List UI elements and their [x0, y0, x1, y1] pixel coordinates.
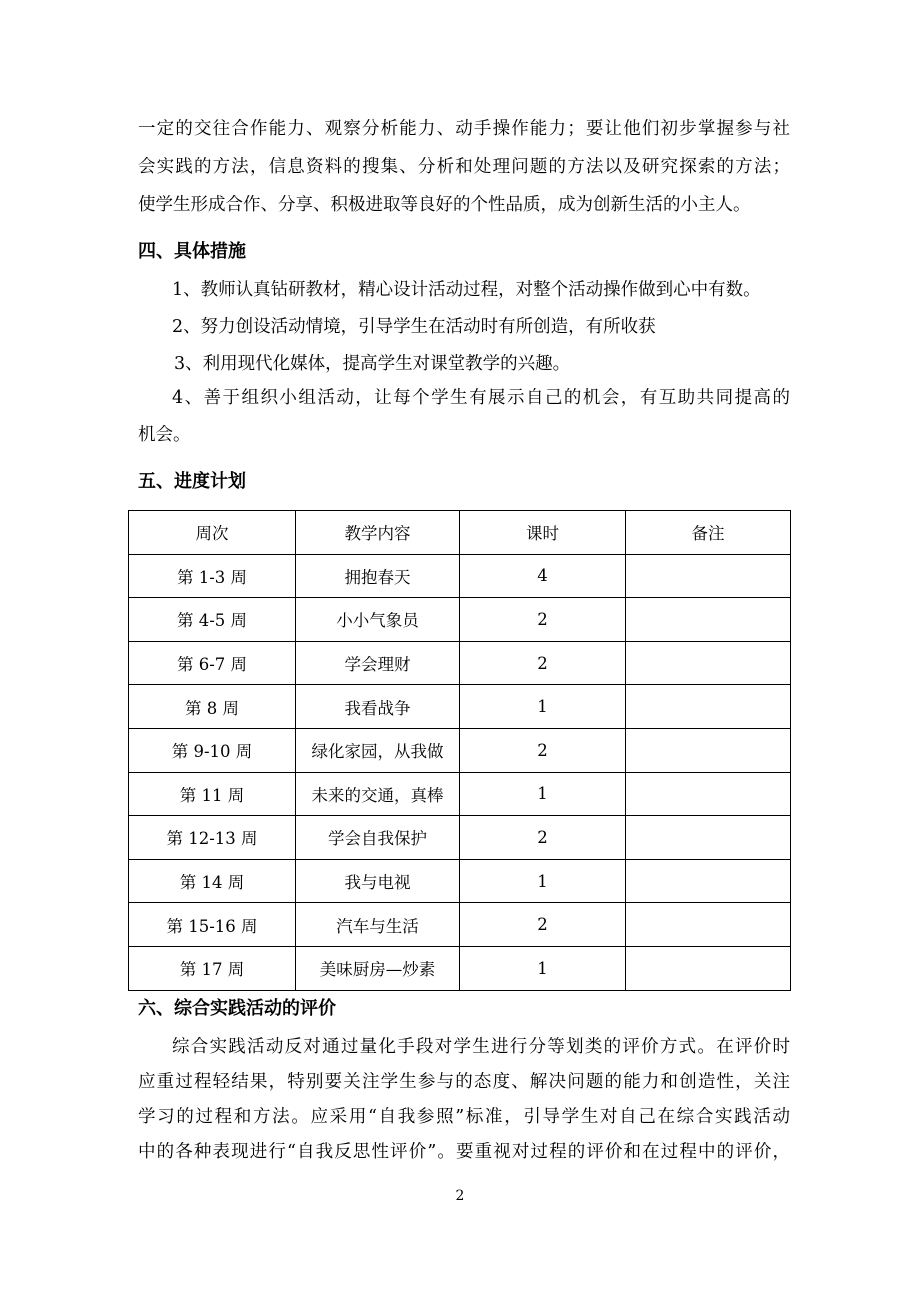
cell-week: 第 9-10 周: [129, 728, 296, 772]
intro-line-1: 一定的交往合作能力、观察分析能力、动手操作能力；要让他们初步掌握参与社: [138, 119, 790, 139]
header-content: 教学内容: [296, 511, 460, 555]
section-4-title: 四、具体措施: [138, 241, 246, 262]
table-row: [129, 903, 791, 947]
cell-hours: 2: [460, 816, 626, 860]
cell-content: 美味厨房—炒素: [296, 946, 460, 990]
table-row: [129, 598, 791, 642]
page-number: 2: [455, 1188, 465, 1204]
measure-item-4-continued: 机会。: [138, 425, 191, 445]
cell-hours: 1: [460, 772, 626, 816]
evaluation-line-3: 学习的过程和方法。应采用“自我参照”标准，引导学生对自己在综合实践活动: [138, 1107, 790, 1127]
table-row: [129, 554, 791, 598]
evaluation-line-2: 应重过程轻结果，特别要关注学生参与的态度、解决问题的能力和创造性，关注: [138, 1072, 790, 1092]
header-notes: 备注: [626, 511, 791, 555]
cell-hours: 4: [460, 554, 626, 598]
cell-week: 第 1-3 周: [129, 554, 296, 598]
table-header-row: [129, 511, 791, 555]
cell-content: 拥抱春天: [296, 554, 460, 598]
intro-line-2: 会实践的方法，信息资料的搜集、分析和处理问题的方法以及研究探索的方法；: [138, 157, 790, 177]
cell-notes: [626, 816, 791, 860]
cell-notes: [626, 946, 791, 990]
cell-week: 第 17 周: [129, 946, 296, 990]
cell-week: 第 4-5 周: [129, 598, 296, 642]
intro-line-3: 使学生形成合作、分享、积极进取等良好的个性品质，成为创新生活的小主人。: [138, 195, 751, 215]
table-row: [129, 816, 791, 860]
section-6-title: 六、综合实践活动的评价: [138, 998, 336, 1019]
cell-content: 学会理财: [296, 641, 460, 685]
evaluation-line-4: 中的各种表现进行“自我反思性评价”。要重视对过程的评价和在过程中的评价，: [138, 1142, 790, 1162]
cell-week: 第 15-16 周: [129, 903, 296, 947]
measure-item-3: 3、利用现代化媒体，提高学生对课堂教学的兴趣。: [174, 354, 571, 374]
cell-content: 我看战争: [296, 685, 460, 729]
cell-notes: [626, 903, 791, 947]
evaluation-line-1: 综合实践活动反对通过量化手段对学生进行分等划类的评价方式。在评价时: [172, 1037, 790, 1057]
cell-hours: 1: [460, 946, 626, 990]
cell-content: 我与电视: [296, 859, 460, 903]
cell-notes: [626, 859, 791, 903]
cell-notes: [626, 598, 791, 642]
header-hours: 课时: [460, 511, 626, 555]
cell-hours: 2: [460, 728, 626, 772]
table-row: [129, 946, 791, 990]
schedule-table: [128, 510, 791, 991]
cell-notes: [626, 728, 791, 772]
cell-hours: 1: [460, 685, 626, 729]
cell-notes: [626, 641, 791, 685]
measure-item-2: 2、努力创设活动情境，引导学生在活动时有所创造，有所收获: [172, 317, 656, 337]
cell-hours: 2: [460, 903, 626, 947]
cell-content: 汽车与生活: [296, 903, 460, 947]
table-row: [129, 728, 791, 772]
cell-week: 第 12-13 周: [129, 816, 296, 860]
cell-content: 小小气象员: [296, 598, 460, 642]
table-row: [129, 641, 791, 685]
cell-notes: [626, 554, 791, 598]
cell-content: 未来的交通，真棒: [296, 772, 460, 816]
cell-week: 第 8 周: [129, 685, 296, 729]
table-row: [129, 859, 791, 903]
measure-item-1: 1、教师认真钻研教材，精心设计活动过程，对整个活动操作做到心中有数。: [172, 280, 761, 300]
header-week: 周次: [129, 511, 296, 555]
cell-content: 学会自我保护: [296, 816, 460, 860]
cell-notes: [626, 772, 791, 816]
cell-week: 第 14 周: [129, 859, 296, 903]
section-5-title: 五、进度计划: [138, 471, 246, 492]
cell-week: 第 11 周: [129, 772, 296, 816]
cell-hours: 2: [460, 641, 626, 685]
table-row: [129, 772, 791, 816]
cell-hours: 2: [460, 598, 626, 642]
cell-content: 绿化家园，从我做: [296, 728, 460, 772]
cell-hours: 1: [460, 859, 626, 903]
cell-notes: [626, 685, 791, 729]
cell-week: 第 6-7 周: [129, 641, 296, 685]
table-row: [129, 685, 791, 729]
measure-item-4: 4、善于组织小组活动，让每个学生有展示自己的机会，有互助共同提高的: [172, 388, 790, 408]
